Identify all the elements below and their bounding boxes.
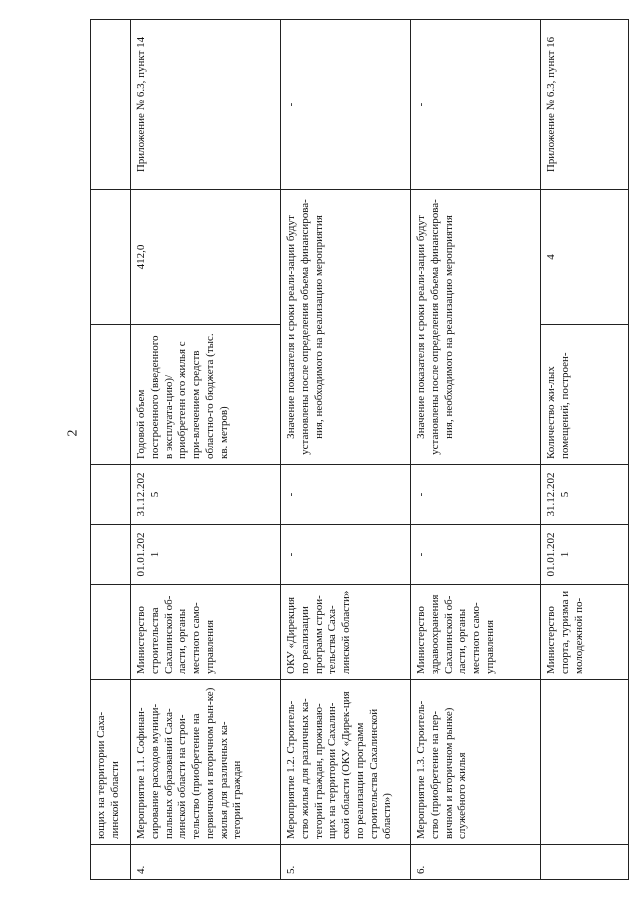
cell-start: - bbox=[281, 525, 411, 585]
cell-end bbox=[91, 465, 131, 525]
cell-link: Приложение № 6.3, пункт 16 bbox=[541, 20, 629, 190]
table-row-continuation bbox=[91, 20, 131, 880]
cell-end: 31.12.2025 bbox=[541, 465, 629, 525]
cell-num: 6. bbox=[411, 845, 541, 880]
cell-end: 31.12.2025 bbox=[131, 465, 281, 525]
rotated-table-frame bbox=[90, 20, 630, 880]
cell-executor: Министерство спорта, туризма и молодежной по- bbox=[541, 585, 629, 680]
cell-link bbox=[91, 20, 131, 190]
table-row-4 bbox=[131, 20, 281, 880]
cell-activity bbox=[541, 680, 629, 845]
cell-executor: Министерство здравоохранения Сахалинской об-ласти, органы местного само-управления bbox=[411, 585, 541, 680]
page-number: 2 bbox=[65, 429, 81, 437]
cell-end: - bbox=[281, 465, 411, 525]
cell-executor: ОКУ «Дирекция по реализации программ строи-тельства Саха-линской области» bbox=[281, 585, 411, 680]
cell-activity: Мероприятие 1.3. Строитель-ство (приобретение на пер-вичном и вторичном рынке) служебного жилья bbox=[411, 680, 541, 845]
table-row-5 bbox=[281, 20, 411, 880]
cell-indicator-value: Значение показателя и сроки реали-зации будут установлены после определения объема финансирова-ния, необходимого на реализацию мероприятия bbox=[411, 190, 541, 465]
cell-link: - bbox=[411, 20, 541, 190]
cell-link: - bbox=[281, 20, 411, 190]
activities-table bbox=[90, 19, 629, 880]
cell-value: 412,0 bbox=[131, 190, 281, 325]
cell-num bbox=[541, 845, 629, 880]
cell-value bbox=[91, 190, 131, 325]
cell-start bbox=[91, 525, 131, 585]
cell-start: 01.01.2021 bbox=[541, 525, 629, 585]
cell-executor bbox=[91, 585, 131, 680]
cell-num: 4. bbox=[131, 845, 281, 880]
cell-activity: Мероприятие 1.1. Софинан-сирование расходов муници-пальных образований Саха-линской области на строи-тельство (приобретение на первичном и вторичном рын-ке) жилья для различных ка-тегорий граждан bbox=[131, 680, 281, 845]
cell-indicator-value: Значение показателя и сроки реали-зации будут установлены после определения объема финансирова-ния, необходимого на реализацию мероприятия bbox=[281, 190, 411, 465]
cell-value: 4 bbox=[541, 190, 629, 325]
cell-num bbox=[91, 845, 131, 880]
cell-executor: Министерство строительства Сахалинской об-ласти, органы местного само-управления bbox=[131, 585, 281, 680]
cell-end: - bbox=[411, 465, 541, 525]
cell-indicator: Количество жи-лых помещений, построен- bbox=[541, 325, 629, 465]
table-row-6 bbox=[411, 20, 541, 880]
cell-activity: ющих на территории Саха-линской области bbox=[91, 680, 131, 845]
cell-start: 01.01.2021 bbox=[131, 525, 281, 585]
document-sheet bbox=[90, 20, 630, 880]
cell-activity: Мероприятие 1.2. Строитель-ство жилья для различных ка-тегорий граждан, проживаю-щих на территории Сахалин-ской области (ОКУ «Дирек-ция по реализации программ строительства Сахалинской области») bbox=[281, 680, 411, 845]
cell-link: Приложение № 6.3, пункт 14 bbox=[131, 20, 281, 190]
cell-num: 5. bbox=[281, 845, 411, 880]
cell-indicator bbox=[91, 325, 131, 465]
table-row-6-sub bbox=[541, 20, 629, 880]
cell-indicator: Годовой объем построенного (введенного в эксплуата-цию)/приобретенн ого жилья с при-влечением средств областно-го бюджета (тыс. кв. метров) bbox=[131, 325, 281, 465]
cell-start: - bbox=[411, 525, 541, 585]
